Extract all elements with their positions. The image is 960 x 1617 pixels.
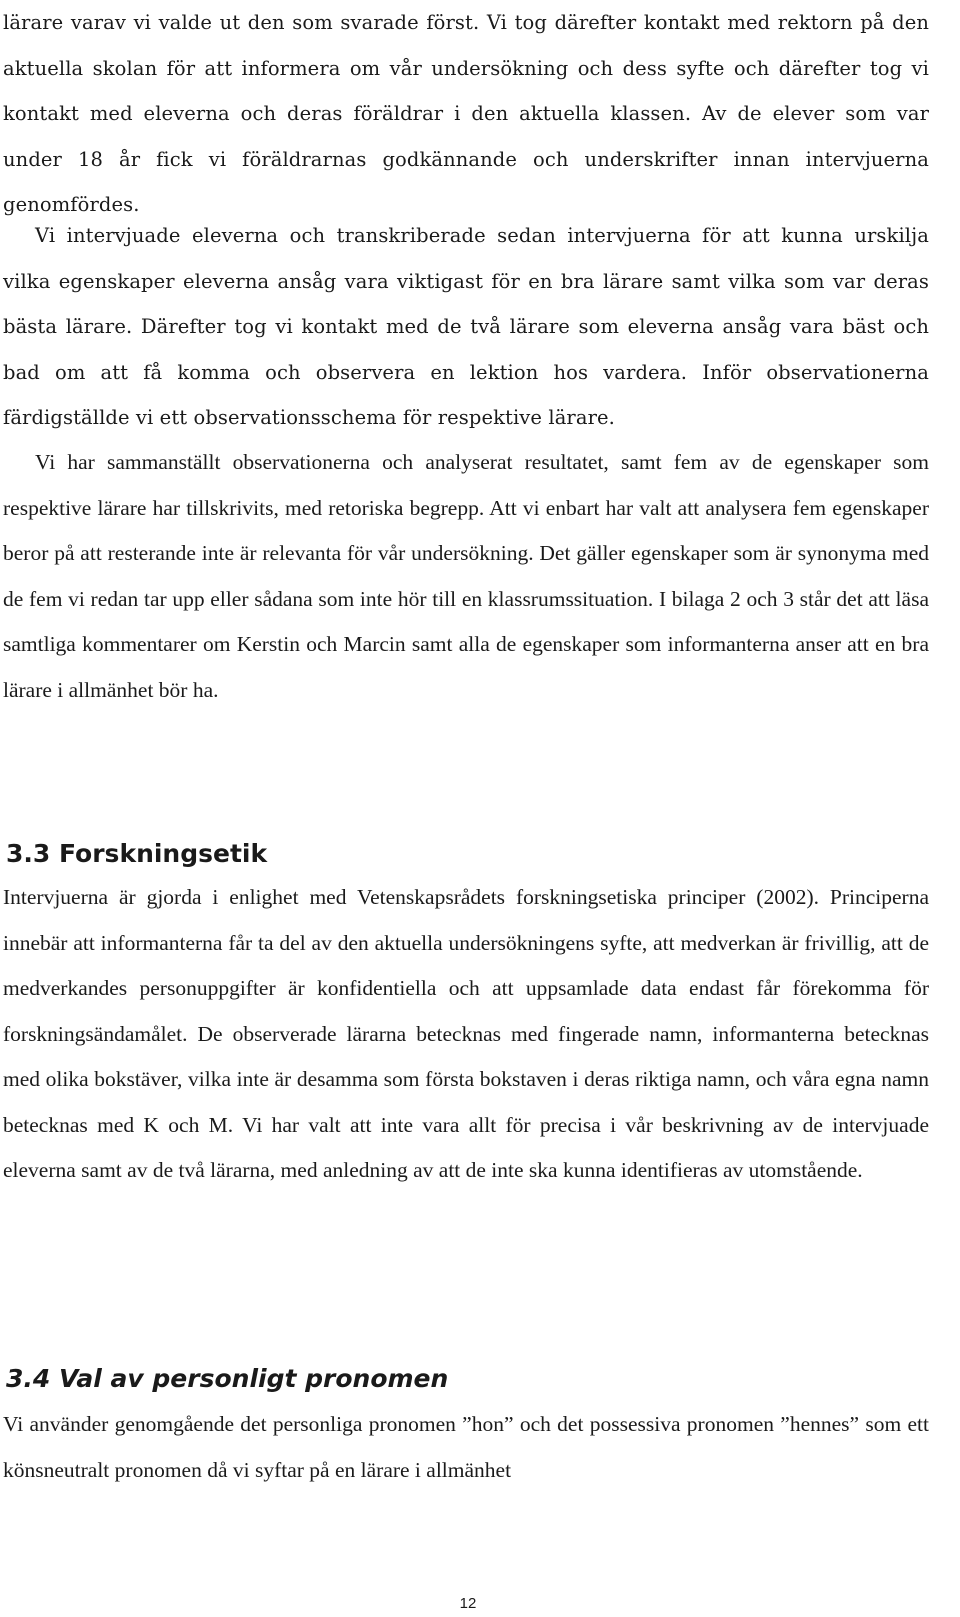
body-paragraph-interviews: Vi intervjuade eleverna och transkriberade sedan intervjuerna för att kunna urskilja vilka egenskaper eleverna ansåg vara viktigast för en bra lärare samt vilka som var deras bästa lärare. Därefter tog vi kontakt med de två lärare som eleverna ansåg vara bäst och bad om att få komma och observera en lektion hos vardera. Inför observationerna färdigställde vi ett observationsschema för respektive lärare. [3, 224, 929, 429]
body-paragraph-forskningsetik: Intervjuerna är gjorda i enlighet med Vetenskapsrådets forskningsetiska principer (2002). Principerna innebär att informanterna får ta del av den aktuella undersökningens syfte, att medverkan är frivillig, att de medverkandes personuppgifter är konfidentiella och att uppsamlade data endast får förekomma för forskningsändamålet. De observerade lärarna betecknas med fingerade namn, informanterna betecknas med olika bokstäver, vilka inte är desamma som första bokstaven i deras riktiga namn, och våra egna namn betecknas med K och M. Vi har valt att inte vara allt för precisa i vår beskrivning av de intervjuade eleverna samt av de två lärarna, med anledning av att de inte ska kunna identifieras av utomstående. [3, 885, 929, 1182]
section-heading-pronomen: 3.4 Val av personligt pronomen [6, 1364, 449, 1393]
body-paragraph-pronomen: Vi använder genomgående det personliga pronomen ”hon” och det possessiva pronomen ”hennes” som ett könsneutralt pronomen då vi syftar på en lärare i allmänhet [3, 1412, 929, 1482]
page-number: 12 [459, 1595, 477, 1612]
body-paragraph-analysis: Vi har sammanställt observationerna och analyserat resultatet, samt fem av de egenskaper som respektive lärare har tillskrivits, med retoriska begrepp. Att vi enbart har valt att analysera fem egenskaper beror på att resterande inte är relevanta för vår undersökning. Det gäller egenskaper som är synonyma med de fem vi redan tar upp eller sådana som inte hör till en klassrumssituation. I bilaga 2 och 3 står det att läsa samtliga kommentarer om Kerstin och Marcin samt alla de egenskaper som informanterna anser att en bra lärare i allmänhet bör ha. [3, 450, 929, 702]
body-paragraph-procedure: lärare varav vi valde ut den som svarade först. Vi tog därefter kontakt med rektorn på den aktuella skolan för att informera om vår undersökning och dess syfte och därefter tog vi kontakt med eleverna och deras föräldrar i den aktuella klassen. Av de elever som var under 18 år fick vi föräldrarnas godkännande och underskrifter innan intervjuerna genomfördes. [3, 11, 929, 216]
section-heading-forskningsetik: 3.3 Forskningsetik [6, 839, 268, 868]
